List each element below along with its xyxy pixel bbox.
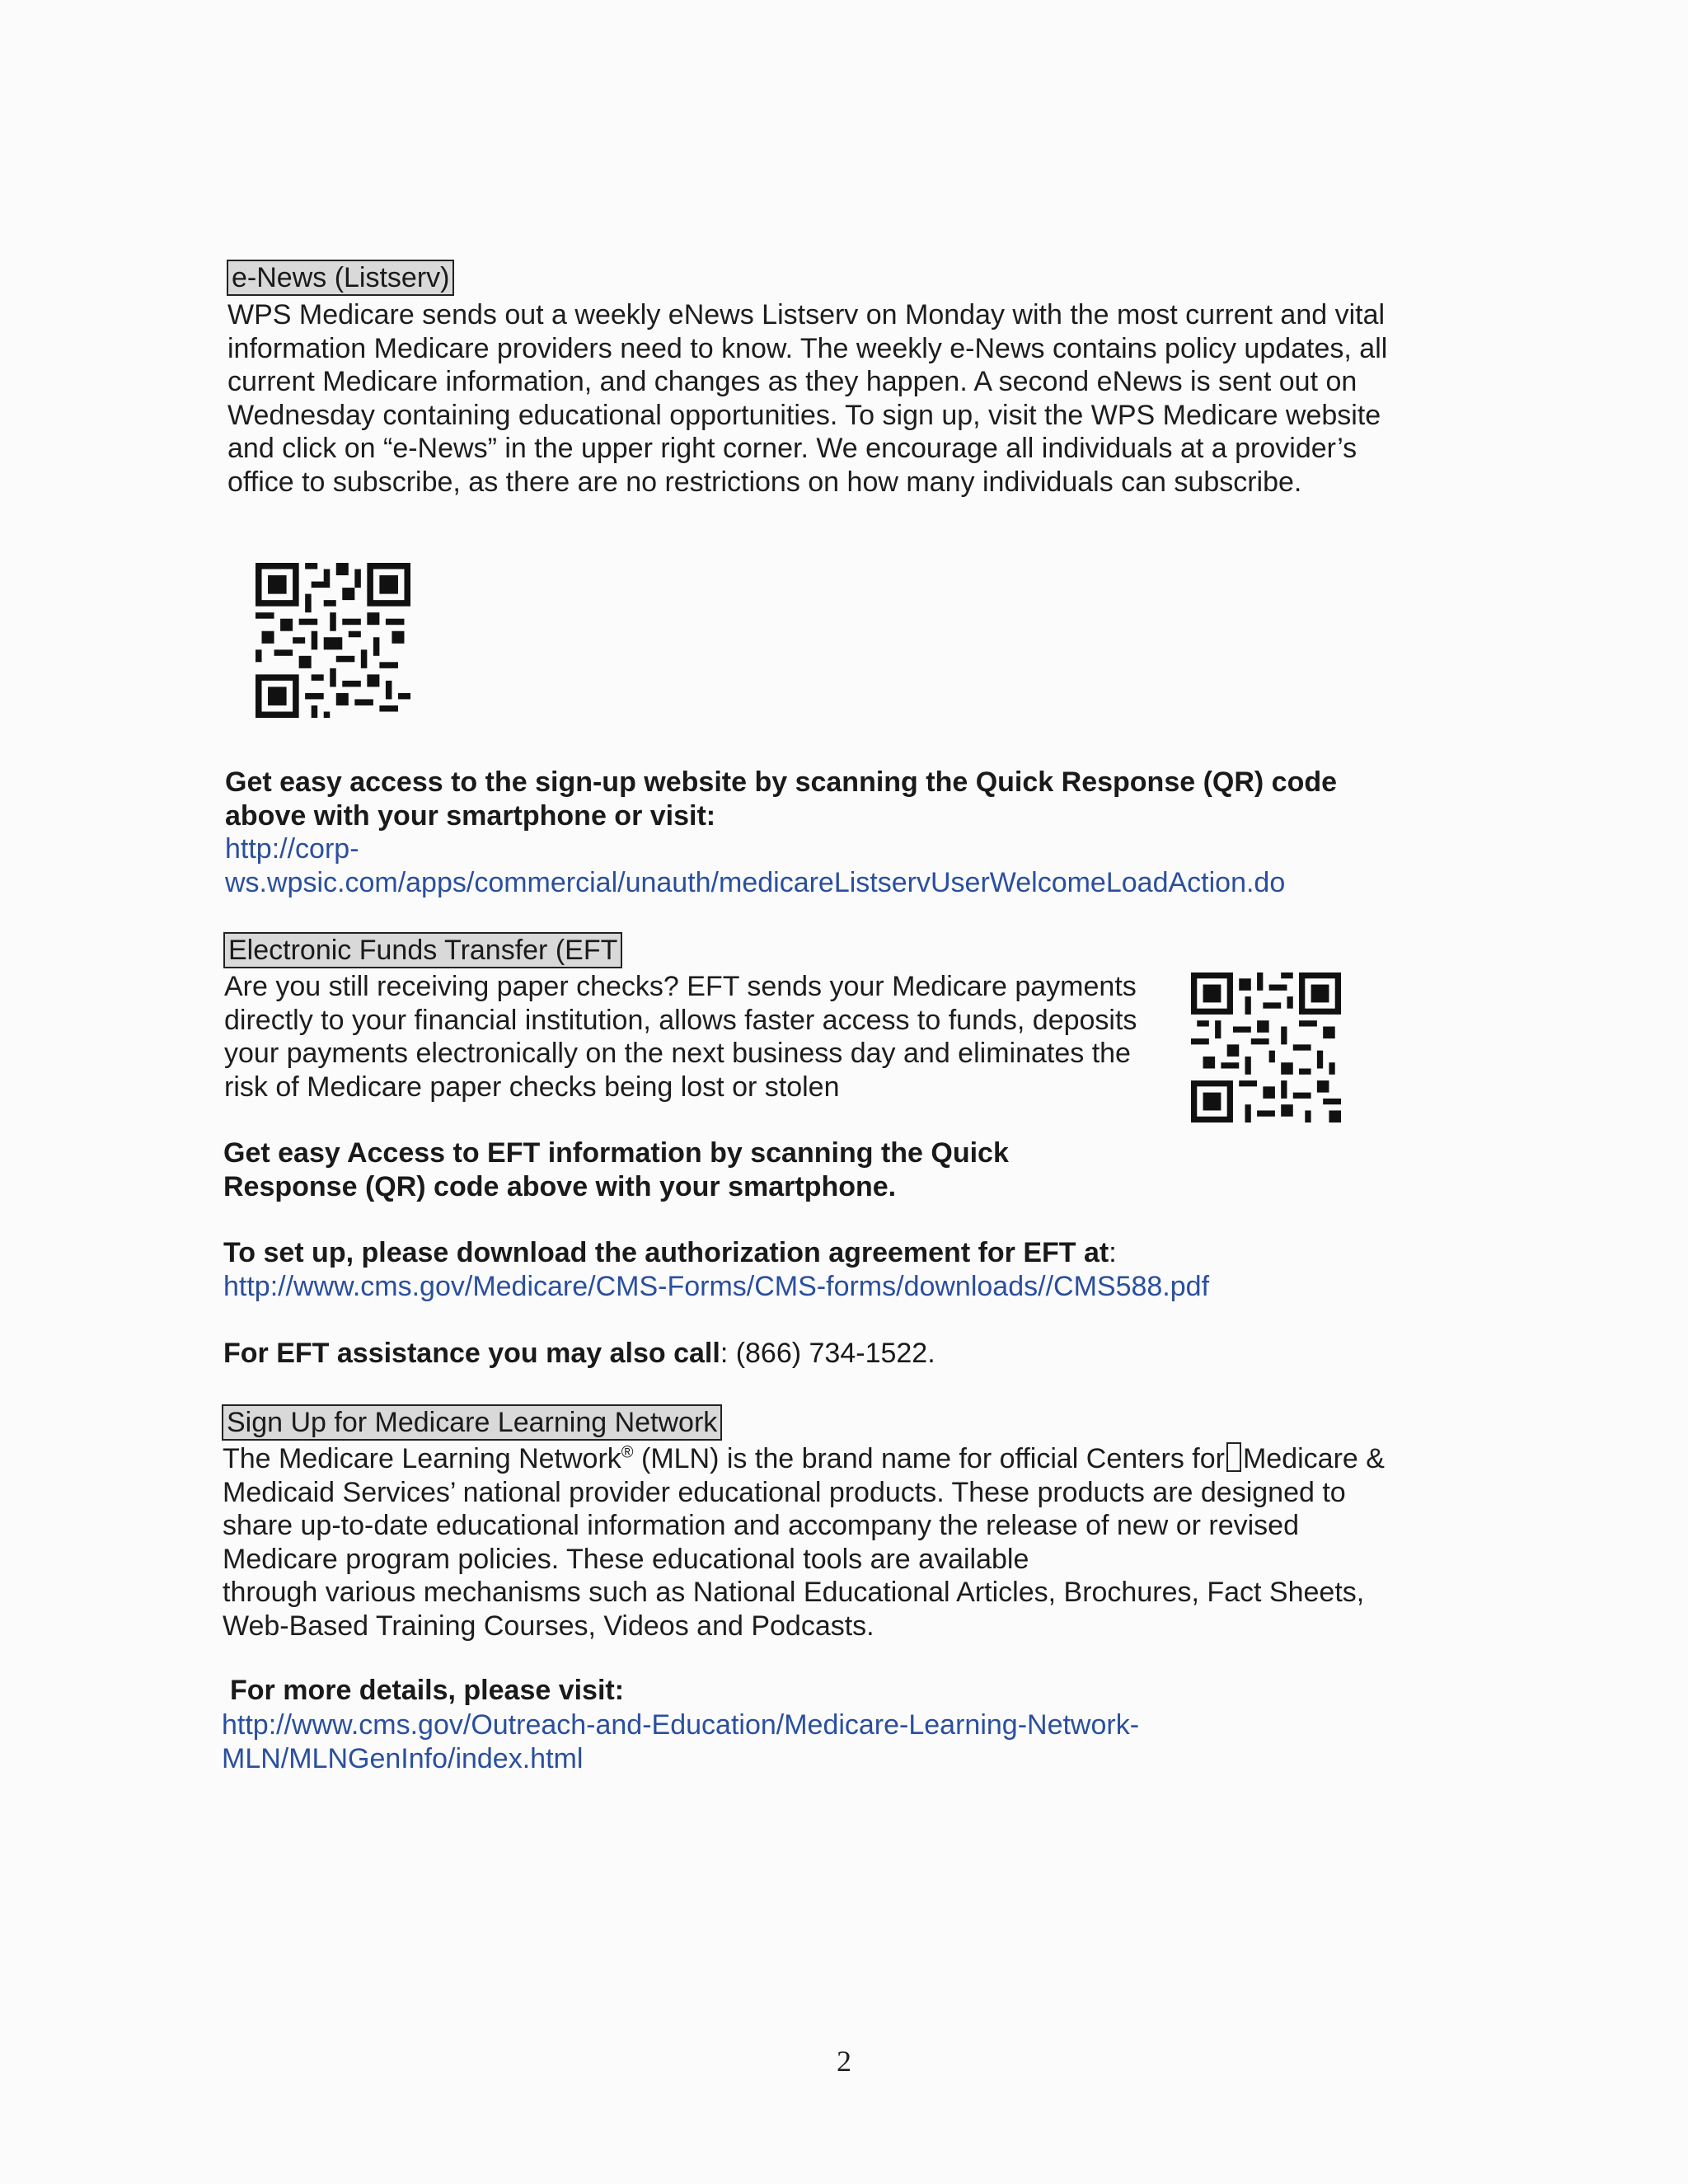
paragraph-line: your payments electronically on the next business day and eliminates the — [224, 1038, 1131, 1069]
mln-text-b: (MLN) is the brand name for official Centers for — [633, 1443, 1225, 1474]
eft-qr-code-icon — [1191, 972, 1341, 1122]
eft-assistance-line — [223, 1337, 935, 1371]
paragraph-line: Wednesday containing educational opportunities. To sign up, visit the WPS Medicare website — [227, 399, 1381, 431]
mln-paragraph — [223, 1442, 1385, 1643]
mln-details-label: For more details, please visit: — [230, 1675, 625, 1706]
link-line: ws.wpsic.com/apps/commercial/unauth/medicareListservUserWelcomeLoadAction.do — [225, 866, 1286, 898]
enews-signup-link[interactable] — [225, 832, 1285, 899]
paragraph-line: risk of Medicare paper checks being lost or stolen — [224, 1071, 840, 1103]
eft-form-link[interactable]: http://www.cms.gov/Medicare/CMS-Forms/CMS-forms/downloads//CMS588.pdf — [223, 1271, 1210, 1302]
mln-heading: Sign Up for Medicare Learning Network — [222, 1404, 722, 1441]
eft-assistance-label: For EFT assistance you may also call — [223, 1338, 720, 1369]
caption-line: Get easy Access to EFT information by scanning the Quick — [223, 1137, 1009, 1169]
enews-qr-code-icon — [256, 563, 410, 718]
mln-text-a: The Medicare Learning Network — [223, 1443, 621, 1474]
paragraph-line: Web-Based Training Courses, Videos and Podcasts. — [223, 1610, 874, 1642]
paragraph-line: directly to your financial institution, allows faster access to funds, deposits — [224, 1004, 1137, 1036]
caption-line: above with your smartphone or visit: — [225, 799, 716, 832]
link-line: http://corp- — [225, 833, 359, 865]
paragraph-line: Medicaid Services’ national provider educational products. These products are designed to — [223, 1476, 1346, 1508]
eft-qr-caption — [223, 1137, 1009, 1203]
caption-line: Response (QR) code above with your smartphone. — [223, 1170, 897, 1202]
eft-setup-instruction — [223, 1236, 1117, 1270]
paragraph-line: share up-to-date educational information and accompany the release of new or revised — [223, 1510, 1299, 1541]
paragraph-line — [223, 1442, 1385, 1476]
page-number: 2 — [837, 2045, 851, 2078]
eft-paragraph — [224, 970, 1137, 1104]
placeholder-box-icon — [1226, 1442, 1241, 1472]
enews-paragraph — [227, 298, 1387, 499]
eft-heading: Electronic Funds Transfer (EFT — [223, 932, 622, 968]
paragraph-line: information Medicare providers need to know. The weekly e-News contains policy updates, all — [227, 332, 1388, 364]
mln-text-c: Medicare & — [1242, 1443, 1385, 1474]
paragraph-line: and click on “e-News” in the upper right corner. We encourage all individuals at a provider’s — [227, 433, 1357, 464]
caption-line: Get easy access to the sign-up website by scanning the Quick Response (QR) code — [225, 766, 1338, 798]
link-line: MLN/MLNGenInfo/index.html — [222, 1742, 584, 1774]
eft-assistance-phone: : (866) 734-1522. — [720, 1338, 935, 1369]
eft-setup-label: To set up, please download the authorization agreement for EFT at — [223, 1237, 1109, 1268]
paragraph-line: office to subscribe, as there are no restrictions on how many individuals can subscribe. — [227, 466, 1302, 498]
eft-setup-colon: : — [1109, 1237, 1117, 1268]
paragraph-line: Medicare program policies. These educational tools are available — [223, 1543, 1029, 1575]
paragraph-line: through various mechanisms such as National Educational Articles, Brochures, Fact Sheets, — [223, 1577, 1365, 1608]
paragraph-line: Are you still receiving paper checks? EFT sends your Medicare payments — [224, 971, 1137, 1002]
enews-heading: e-News (Listserv) — [227, 260, 454, 296]
mln-info-link[interactable] — [222, 1708, 1139, 1775]
enews-qr-caption — [225, 766, 1337, 832]
paragraph-line: WPS Medicare sends out a weekly eNews Listserv on Monday with the most current and vital — [227, 299, 1386, 330]
link-line: http://www.cms.gov/Outreach-and-Education/Medicare-Learning-Network- — [222, 1709, 1140, 1741]
paragraph-line: current Medicare information, and changes as they happen. A second eNews is sent out on — [227, 366, 1357, 397]
registered-mark: ® — [621, 1443, 634, 1462]
